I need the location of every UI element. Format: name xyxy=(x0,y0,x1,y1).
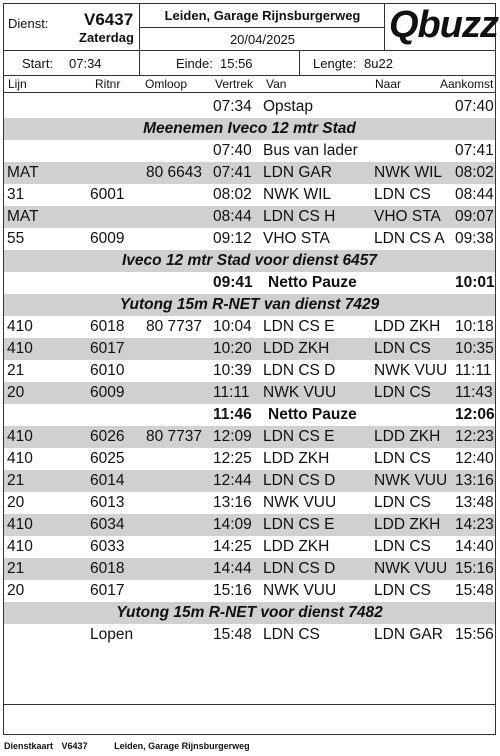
service-date: 20/04/2025 xyxy=(229,32,296,47)
cell-aankomst: 15:56 xyxy=(455,626,494,643)
cell-lijn: 410 xyxy=(7,516,33,533)
pause-row xyxy=(4,404,495,426)
table-row xyxy=(4,162,495,184)
cell-naar: LDN CS xyxy=(374,384,431,401)
cell-ritnr: 6017 xyxy=(90,582,125,599)
cell-vertrek: 10:39 xyxy=(213,362,252,379)
cell-ritnr: 6026 xyxy=(90,428,125,445)
table-row xyxy=(4,426,495,448)
start-label: Start: xyxy=(22,56,54,71)
start-value: 07:34 xyxy=(69,56,102,71)
cell-aankomst: 08:44 xyxy=(455,186,494,203)
footer-label: Dienstkaart xyxy=(4,741,54,751)
pause-start: 09:41 xyxy=(213,274,253,291)
cell-naar: NWK VUU xyxy=(374,560,448,577)
column-header-row xyxy=(4,76,495,93)
cell-van: LDD ZKH xyxy=(263,450,330,467)
cell-aankomst: 13:48 xyxy=(455,494,494,511)
cell-vertrek: 09:12 xyxy=(213,230,252,247)
table-row xyxy=(4,316,495,338)
cell-naar: LDN GAR xyxy=(374,626,443,643)
qbuzz-logo: Qbuzz xyxy=(389,4,498,46)
table-row xyxy=(4,140,495,162)
header-date-cell xyxy=(140,28,385,51)
cell-lijn: 21 xyxy=(7,362,25,379)
table-row xyxy=(4,514,495,536)
cell-naar: LDN CS xyxy=(374,538,431,555)
cell-naar: LDN CS A xyxy=(374,230,445,247)
cell-vertrek: 12:09 xyxy=(213,428,252,445)
cell-lijn: 20 xyxy=(7,494,25,511)
cell-lijn: 410 xyxy=(7,450,33,467)
table-row xyxy=(4,184,495,206)
cell-van: Opstap xyxy=(263,98,313,115)
col-omloop: Omloop xyxy=(145,77,188,91)
cell-vertrek: 08:44 xyxy=(213,208,252,225)
cell-aankomst: 09:07 xyxy=(455,208,494,225)
cell-van: LDN CS H xyxy=(263,208,336,225)
cell-naar: LDN CS xyxy=(374,340,431,357)
cell-ritnr: 6018 xyxy=(90,560,125,577)
cell-van: VHO STA xyxy=(263,230,330,247)
cell-lijn: MAT xyxy=(7,164,39,181)
cell-naar: LDN CS xyxy=(374,494,431,511)
col-lijn: Lijn xyxy=(8,77,27,91)
cell-vertrek: 15:48 xyxy=(213,626,252,643)
cell-ritnr: 6009 xyxy=(90,230,125,247)
cell-ritnr: 6034 xyxy=(90,516,125,533)
col-ritnr: Ritnr xyxy=(95,77,121,91)
table-row xyxy=(4,536,495,558)
col-van: Van xyxy=(266,77,287,91)
cell-ritnr: 6010 xyxy=(90,362,125,379)
cell-aankomst: 12:23 xyxy=(455,428,494,445)
table-row xyxy=(4,338,495,360)
table-row xyxy=(4,382,495,404)
table-row xyxy=(4,96,495,118)
cell-van: LDN CS E xyxy=(263,318,335,335)
cell-ritnr: 6014 xyxy=(90,472,125,489)
cell-aankomst: 14:40 xyxy=(455,538,494,555)
cell-ritnr: 6025 xyxy=(90,450,125,467)
cell-ritnr: 6017 xyxy=(90,340,125,357)
cell-van: LDN CS E xyxy=(263,428,335,445)
cell-vertrek: 10:04 xyxy=(213,318,252,335)
cell-aankomst: 13:16 xyxy=(455,472,494,489)
cell-lijn: 21 xyxy=(7,560,25,577)
cell-aankomst: 07:41 xyxy=(455,142,494,159)
cell-van: LDN CS D xyxy=(263,362,336,379)
cell-van: LDD ZKH xyxy=(263,538,330,555)
cell-vertrek: 14:09 xyxy=(213,516,252,533)
table-row xyxy=(4,228,495,250)
cell-ritnr: 6009 xyxy=(90,384,125,401)
header-times-row xyxy=(4,51,495,76)
cell-aankomst: 15:48 xyxy=(455,582,494,599)
cell-vertrek: 08:02 xyxy=(213,186,252,203)
header-dienst-cell xyxy=(4,4,140,51)
cell-ritnr: 6013 xyxy=(90,494,125,511)
section-header: Iveco 12 mtr Stad voor dienst 6457 xyxy=(4,250,495,272)
cell-van: LDN CS D xyxy=(263,472,336,489)
cell-aankomst: 11:43 xyxy=(455,384,493,401)
cell-lijn: 31 xyxy=(7,186,25,203)
start-cell xyxy=(4,51,140,75)
cell-van: LDN CS D xyxy=(263,560,336,577)
table-row xyxy=(4,624,495,646)
pause-start: 11:46 xyxy=(213,406,252,423)
cell-aankomst: 09:38 xyxy=(455,230,494,247)
cell-van: NWK VUU xyxy=(263,384,337,401)
table-row xyxy=(4,492,495,514)
cell-naar: LDD ZKH xyxy=(374,516,441,533)
cell-vertrek: 12:25 xyxy=(213,450,252,467)
table-row xyxy=(4,206,495,228)
header-logo-cell xyxy=(385,4,498,51)
einde-cell xyxy=(140,51,300,75)
col-vertrek: Vertrek xyxy=(215,77,254,91)
lengte-value: 8u22 xyxy=(364,56,393,71)
pause-label: Netto Pauze xyxy=(268,274,357,291)
cell-vertrek: 07:40 xyxy=(213,142,252,159)
cell-vertrek: 14:25 xyxy=(213,538,252,555)
cell-van: Bus van lader xyxy=(263,142,358,159)
cell-aankomst: 08:02 xyxy=(455,164,494,181)
dienstkaart-frame xyxy=(3,3,496,735)
section-header: Yutong 15m R-NET van dienst 7429 xyxy=(4,294,495,316)
cell-aankomst: 11:11 xyxy=(455,362,492,379)
cell-naar: LDN CS xyxy=(374,582,431,599)
table-row xyxy=(4,360,495,382)
cell-lijn: 410 xyxy=(7,538,33,555)
cell-aankomst: 12:40 xyxy=(455,450,494,467)
header-location-cell xyxy=(140,4,385,28)
cell-aankomst: 10:35 xyxy=(455,340,494,357)
cell-naar: LDN CS xyxy=(374,450,431,467)
cell-vertrek: 13:16 xyxy=(213,494,252,511)
table-row xyxy=(4,580,495,602)
table-row xyxy=(4,448,495,470)
cell-van: LDN GAR xyxy=(263,164,332,181)
cell-van: NWK WIL xyxy=(263,186,332,203)
lengte-label: Lengte: xyxy=(313,56,357,71)
pause-label: Netto Pauze xyxy=(268,406,357,423)
cell-vertrek: 15:16 xyxy=(213,582,252,599)
cell-lijn: 20 xyxy=(7,582,25,599)
cell-lijn: 21 xyxy=(7,472,25,489)
footer-dienst: V6437 xyxy=(61,741,88,751)
cell-van: LDD ZKH xyxy=(263,340,330,357)
dienst-number: V6437 xyxy=(84,10,134,29)
pause-row xyxy=(4,272,495,294)
col-aankomst: Aankomst xyxy=(440,77,494,91)
cell-vertrek: 14:44 xyxy=(213,560,252,577)
cell-naar: LDD ZKH xyxy=(374,428,441,445)
cell-lijn: 410 xyxy=(7,318,33,335)
cell-lijn: 410 xyxy=(7,428,33,445)
cell-ritnr: Lopen xyxy=(90,626,134,643)
cell-omloop: 80 7737 xyxy=(146,318,203,335)
col-naar: Naar xyxy=(375,77,402,91)
dienst-day: Zaterdag xyxy=(79,30,134,45)
cell-ritnr: 6018 xyxy=(90,318,125,335)
cell-naar: LDD ZKH xyxy=(374,318,441,335)
table-row xyxy=(4,558,495,580)
cell-van: LDN CS E xyxy=(263,516,335,533)
cell-naar: NWK VUU xyxy=(374,472,448,489)
footer-location: Leiden, Garage Rijnsburgerweg xyxy=(114,741,250,751)
cell-van: NWK VUU xyxy=(263,494,337,511)
einde-label: Einde: xyxy=(176,56,213,71)
cell-van: NWK VUU xyxy=(263,582,337,599)
cell-aankomst: 07:40 xyxy=(455,98,494,115)
cell-vertrek: 07:41 xyxy=(213,164,252,181)
cell-aankomst: 14:23 xyxy=(455,516,494,533)
pause-end: 12:06 xyxy=(455,406,495,423)
cell-aankomst: 10:18 xyxy=(455,318,494,335)
footer-divider xyxy=(4,704,495,705)
cell-naar: NWK WIL xyxy=(374,164,443,181)
cell-lijn: 410 xyxy=(7,340,33,357)
cell-lijn: 20 xyxy=(7,384,25,401)
footer xyxy=(4,741,250,751)
cell-vertrek: 11:11 xyxy=(213,384,250,401)
cell-van: LDN CS xyxy=(263,626,320,643)
cell-ritnr: 6033 xyxy=(90,538,125,555)
cell-omloop: 80 7737 xyxy=(146,428,203,445)
section-header: Meenemen Iveco 12 mtr Stad xyxy=(4,118,495,140)
cell-naar: LDN CS xyxy=(374,186,431,203)
cell-omloop: 80 6643 xyxy=(146,164,203,181)
cell-ritnr: 6001 xyxy=(90,186,125,203)
cell-aankomst: 15:16 xyxy=(455,560,494,577)
dienst-label: Dienst: xyxy=(8,16,49,31)
cell-vertrek: 12:44 xyxy=(213,472,252,489)
pause-end: 10:01 xyxy=(455,274,495,291)
cell-naar: NWK VUU xyxy=(374,362,448,379)
cell-vertrek: 10:20 xyxy=(213,340,252,357)
einde-value: 15:56 xyxy=(220,56,253,71)
cell-lijn: MAT xyxy=(7,208,39,225)
cell-vertrek: 07:34 xyxy=(213,98,252,115)
cell-naar: VHO STA xyxy=(374,208,441,225)
section-header: Yutong 15m R-NET voor dienst 7482 xyxy=(4,602,495,624)
location-name: Leiden, Garage Rijnsburgerweg xyxy=(164,8,361,23)
cell-lijn: 55 xyxy=(7,230,25,247)
table-row xyxy=(4,470,495,492)
